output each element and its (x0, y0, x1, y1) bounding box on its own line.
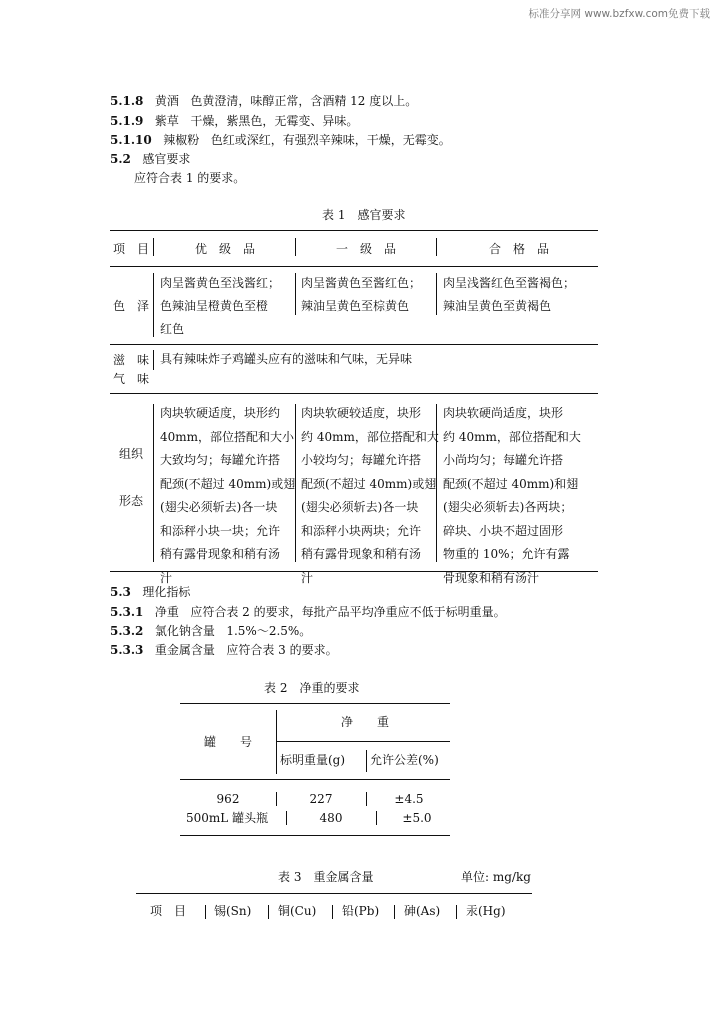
table3-vbar (394, 905, 395, 919)
table2-group-rule (276, 741, 450, 742)
table2-vbar (366, 792, 367, 806)
table3-header-item: 项 目 (150, 904, 187, 918)
table1-row-color-qualified: 肉呈浅酱红色至酱褐色； 辣油呈黄色至黄褐色 (443, 276, 576, 313)
table2-vbar (366, 750, 367, 772)
table3-top-rule (136, 893, 532, 894)
table2-top-rule (180, 703, 450, 704)
table1-header-rule (110, 266, 598, 267)
section-5-1-10: 5.1.10 辣椒粉 色红或深红，有强烈辛辣味，干燥，无霉变。 (110, 133, 451, 147)
table3-vbar (205, 905, 206, 919)
section-5-3-1: 5.3.1 净重 应符合表 2 的要求，每批产品平均净重应不低于标明重量。 (110, 605, 506, 619)
table3-header-hg: 汞(Hg) (466, 904, 506, 918)
table1-vbar (295, 238, 296, 256)
table1-caption: 表 1 感官要求 (322, 208, 406, 222)
watermark: 标准分享网 www.bzfxw.com免费下载 (528, 8, 710, 20)
table3-unit: 单位: mg/kg (461, 870, 531, 884)
table1-row-taste-item: 滋 味 气 味 (112, 353, 149, 386)
table3-caption: 表 3 重金属含量 (278, 870, 374, 884)
table2-header-weight: 标明重量(g) (280, 753, 346, 767)
table3-vbar (456, 905, 457, 919)
table2-row2-can: 500mL 罐头瓶 (186, 811, 269, 825)
section-5-3-3: 5.3.3 重金属含量 应符合表 3 的要求。 (110, 643, 338, 657)
table2-row2-weight: 480 (319, 811, 343, 825)
table1-top-rule (110, 230, 598, 231)
table2-row2-tolerance: ±5.0 (402, 811, 432, 825)
table2-caption: 表 2 净重的要求 (264, 681, 360, 695)
section-5-3-2: 5.3.2 氯化钠含量 1.5%～2.5%。 (110, 624, 312, 638)
table3-header-pb: 铅(Pb) (342, 904, 380, 918)
section-5-3: 5.3 理化指标 (110, 585, 191, 599)
table3-vbar (332, 905, 333, 919)
table2-group-label: 净 重 (340, 715, 389, 729)
table1-row-color-superior: 肉呈酱黄色至浅酱红； 色辣油呈橙黄色至橙 红色 (160, 276, 281, 336)
table1-vbar (153, 273, 154, 337)
table1-vbar (153, 350, 154, 370)
table1-row-texture-qualified: 肉块软硬尚适度，块形 约 40mm，部位搭配和大 小尚均匀；每罐允许搭 配颈(不超过 40mm)和翅 (翅尖必须斩去)各两块； 碎块、小块不超过固形 物重的 10%；允许有露 骨现象和稍有汤汁 (443, 406, 581, 585)
section-5-1-8: 5.1.8 黄酒 色黄澄清，味醇正常，含酒精 12 度以上。 (110, 94, 418, 108)
table1-header-item: 项 目 (112, 242, 149, 256)
table2-bottom-rule (180, 835, 450, 836)
table1-row-rule-2 (110, 393, 598, 394)
table1-vbar (295, 273, 296, 315)
table1-vbar (295, 404, 296, 562)
table2-can-label: 罐 号 (203, 735, 252, 749)
table2-row1-can: 962 (216, 792, 240, 806)
para-5-2: 应符合表 1 的要求。 (134, 171, 246, 185)
table2-row1-weight: 227 (309, 792, 333, 806)
section-5-2: 5.2 感官要求 (110, 152, 191, 166)
section-5-1-9: 5.1.9 紫草 干燥，紫黑色，无霉变、异味。 (110, 114, 359, 128)
table1-header-superior: 优 级 品 (194, 242, 255, 256)
table2-header-tolerance: 允许公差(%) (370, 753, 439, 767)
table1-row-color-first: 肉呈酱黄色至酱红色； 辣油呈黄色至棕黄色 (301, 276, 422, 313)
table3-vbar (268, 905, 269, 919)
table1-vbar (436, 238, 437, 256)
table1-row-taste-merged: 具有辣味炸子鸡罐头应有的滋味和气味，无异味 (160, 352, 413, 366)
table1-row-color-item: 色 泽 (112, 299, 149, 313)
table2-vbar (276, 710, 277, 774)
table3-header-cu: 铜(Cu) (278, 904, 317, 918)
table3-header-as: 砷(As) (404, 904, 441, 918)
table2-vbar (376, 811, 377, 825)
table1-row-rule-1 (110, 344, 598, 345)
table1-vbar (436, 273, 437, 315)
table3-header-sn: 锡(Sn) (214, 904, 252, 918)
table1-row-texture-superior: 肉块软硬适度，块形约 40mm，部位搭配和大小 大致均匀；每罐允许搭 配颈(不超过 40mm)或翅 (翅尖必须斩去)各一块 和添秤小块一块；允许 稍有露骨现象和稍有汤 汁 (160, 406, 296, 585)
table1-header-first: 一 级 品 (335, 242, 396, 256)
table2-header-rule (180, 779, 450, 780)
table2-vbar (276, 792, 277, 806)
table2-row1-tolerance: ±4.5 (394, 792, 424, 806)
table1-vbar (153, 404, 154, 562)
table2-vbar (286, 811, 287, 825)
table1-row-texture-item: 组织 形态 (118, 447, 143, 508)
table1-vbar (153, 238, 154, 256)
table1-row-texture-first: 肉块软硬较适度，块形 约 40mm，部位搭配和大 小较均匀；每罐允许搭 配颈(不超过 40mm)或翅 (翅尖必须斩去)各一块 和添秤小块两块；允许 稍有露骨现象和稍有汤 汁 (301, 406, 439, 585)
table1-header-qualified: 合 格 品 (488, 242, 549, 256)
table1-vbar (436, 404, 437, 562)
